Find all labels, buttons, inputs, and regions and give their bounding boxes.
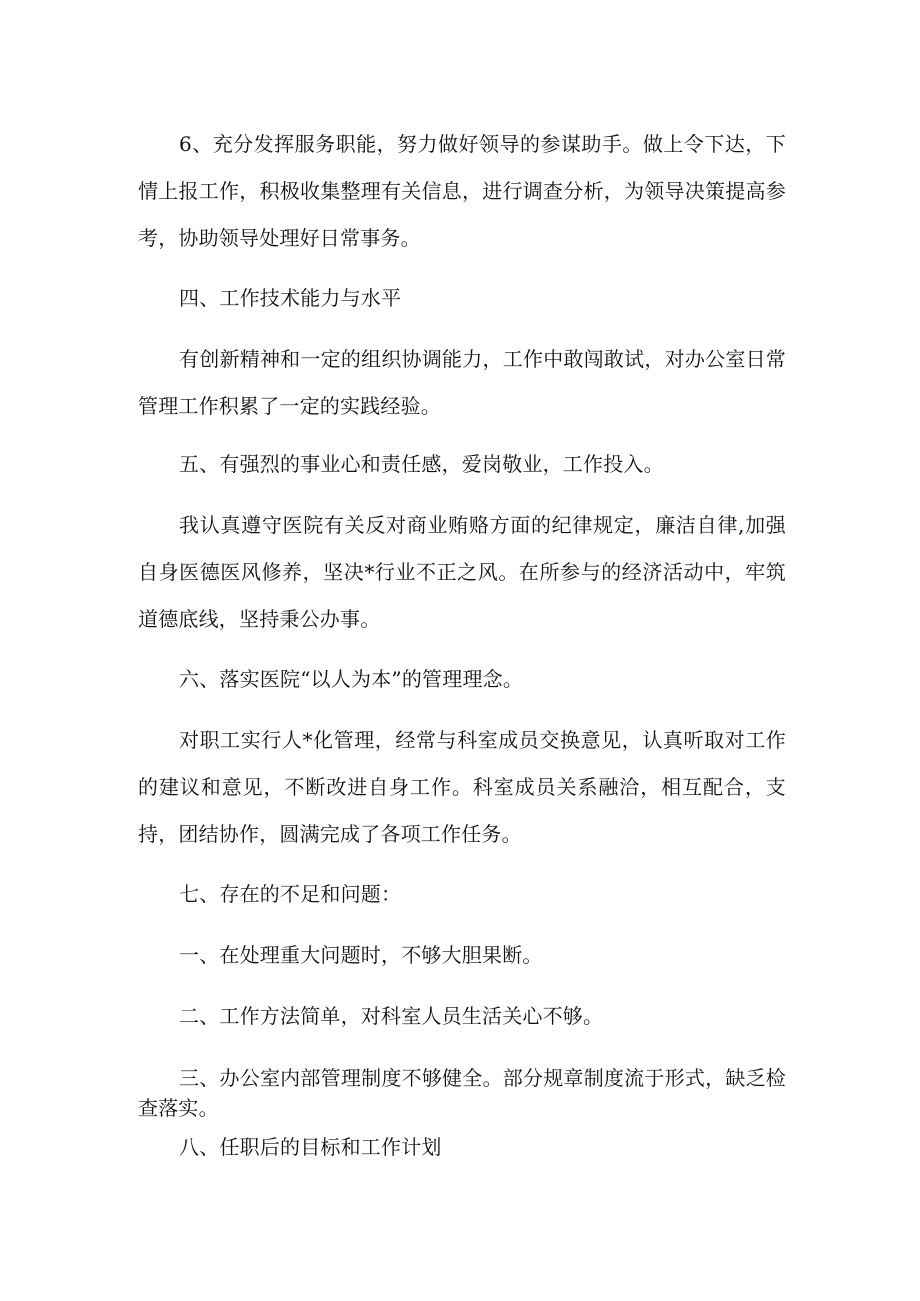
heading-goals-plans: 八、任职后的目标和工作计划 [179,1135,442,1159]
list-item-shortcoming-2: 二、工作方法简单，对科室人员生活关心不够。 [179,1004,604,1028]
heading-people-oriented: 六、落实医院“以人为本”的管理理念。 [179,667,524,691]
paragraph-innovation: 有创新精神和一定的组织协调能力，工作中敢闯敢试，对办公室日常管理工作积累了一定的实践经验。 [138,347,786,418]
heading-responsibility: 五、有强烈的事业心和责任感，爱岗敬业，工作投入。 [179,452,664,476]
list-item-shortcoming-1: 一、在处理重大问题时，不够大胆果断。 [179,943,543,967]
heading-technical-ability: 四、工作技术能力与水平 [179,286,402,310]
paragraph-staff-management: 对职工实行人*化管理，经常与科室成员交换意见，认真听取对工作的建议和意见，不断改进自身工作。科室成员关系融洽，相互配合，支持，团结协作，圆满完成了各项工作任务。 [138,728,786,846]
list-item-shortcoming-3: 三、办公室内部管理制度不够健全。部分规章制度流于形式，缺乏检查落实。 [138,1066,786,1120]
heading-shortcomings: 七、存在的不足和问题： [179,882,402,906]
paragraph-service-function: 6、充分发挥服务职能，努力做好领导的参谋助手。做上令下达，下情上报工作，积极收集整理有关信息，进行调查分析，为领导决策提高参考，协助领导处理好日常事务。 [138,132,786,250]
paragraph-integrity: 我认真遵守医院有关反对商业贿赂方面的纪律规定，廉洁自律,加强自身医德医风修养，坚决*行业不正之风。在所参与的经济活动中，牢筑道德底线，坚持秉公办事。 [138,513,786,631]
